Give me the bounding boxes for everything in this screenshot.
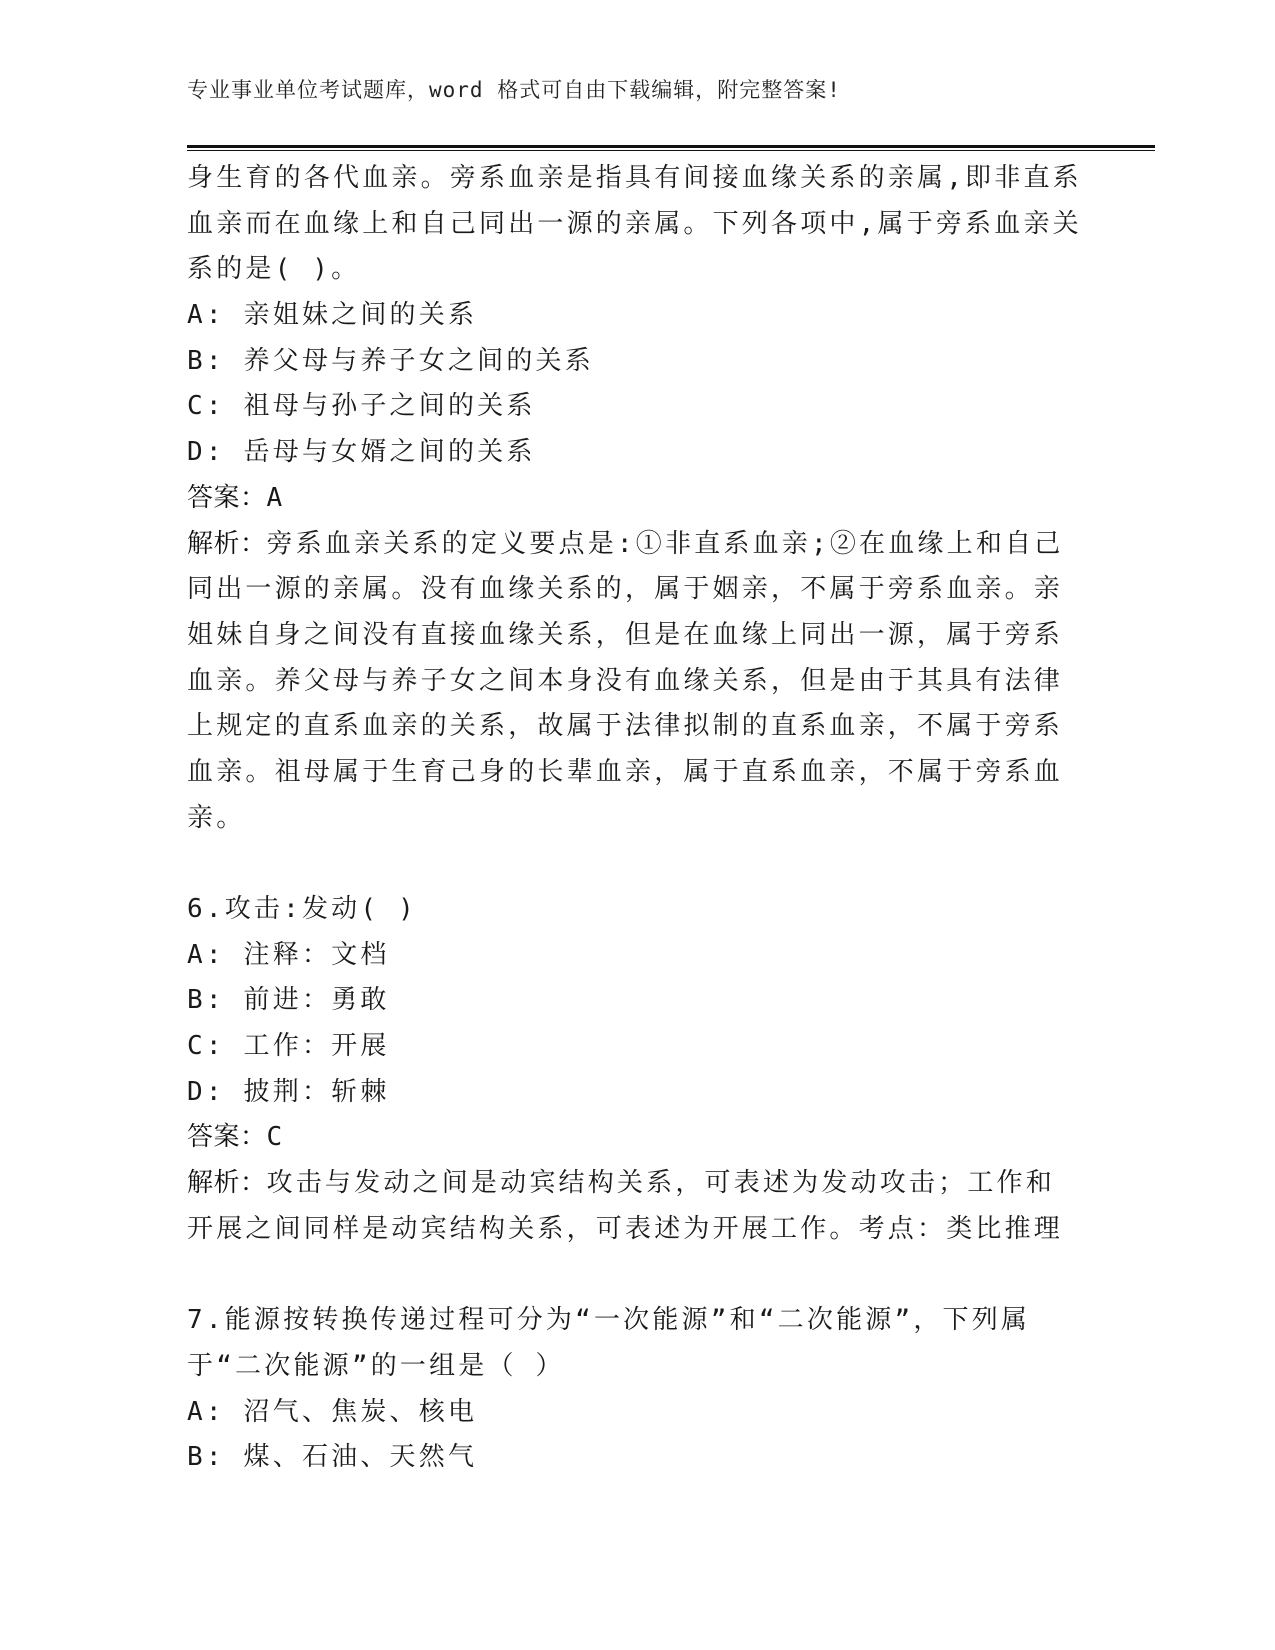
spacer bbox=[187, 841, 1087, 887]
q5-analysis-line: 亲。 bbox=[187, 802, 246, 833]
q6-question: 6.攻击:发动( ) bbox=[187, 894, 417, 924]
q7-option-a: A: 沼气、焦炭、核电 bbox=[187, 1396, 478, 1427]
answer-value: C bbox=[266, 1122, 286, 1153]
analysis-label: 解析： bbox=[187, 528, 267, 559]
q5-analysis-line: 姐妹自身之间没有直接血缘关系，但是在血缘上同出一源，属于旁系 bbox=[187, 619, 1064, 650]
q6-analysis-line: 开展之间同样是动宾结构关系，可表述为开展工作。考点：类比推理 bbox=[187, 1213, 1064, 1244]
q5-analysis-line bbox=[187, 522, 1087, 568]
header-rule-thin bbox=[187, 150, 1155, 151]
q5-text-line: 血亲而在血缘上和自己同出一源的亲属。下列各项中,属于旁系血亲关 bbox=[187, 208, 1082, 239]
answer-value: A bbox=[266, 482, 286, 513]
q7-option-b: B: 煤、石油、天然气 bbox=[187, 1442, 478, 1473]
q6-answer bbox=[187, 1115, 1087, 1161]
spacer bbox=[187, 1253, 1087, 1299]
q5-analysis-line: 血亲。养父母与养子女之间本身没有血缘关系，但是由于其具有法律 bbox=[187, 665, 1064, 696]
q6-option-a: A: 注释：文档 bbox=[187, 939, 390, 970]
page-header: 专业事业单位考试题库，word 格式可自由下载编辑，附完整答案! bbox=[187, 78, 841, 102]
q5-option-a: A: 亲姐妹之间的关系 bbox=[187, 300, 478, 331]
q6-option-b: B: 前进：勇敢 bbox=[187, 985, 390, 1016]
q5-option-c: C: 祖母与孙子之间的关系 bbox=[187, 391, 536, 422]
q5-text-line: 身生育的各代血亲。旁系血亲是指具有间接血缘关系的亲属,即非直系 bbox=[187, 163, 1082, 193]
analysis-label: 解析： bbox=[187, 1168, 267, 1199]
q5-analysis-line: 同出一源的亲属。没有血缘关系的，属于姻亲，不属于旁系血亲。亲 bbox=[187, 574, 1064, 605]
q5-option-b: B: 养父母与养子女之间的关系 bbox=[187, 345, 594, 376]
q6-option-d: D: 披荆：斩棘 bbox=[187, 1076, 390, 1107]
analysis-text: 攻击与发动之间是动宾结构关系，可表述为发动攻击；工作和 bbox=[266, 1168, 1055, 1199]
q6-option-c: C: 工作：开展 bbox=[187, 1031, 390, 1062]
q6-analysis-line bbox=[187, 1161, 1087, 1207]
q5-analysis-line: 血亲。祖母属于生育己身的长辈血亲，属于直系血亲，不属于旁系血 bbox=[187, 756, 1064, 787]
header-rule-thick bbox=[187, 145, 1155, 148]
q5-answer bbox=[187, 476, 1087, 522]
q5-option-d: D: 岳母与女婿之间的关系 bbox=[187, 437, 536, 468]
answer-label: 答案： bbox=[187, 482, 267, 513]
document-body bbox=[187, 156, 1087, 1481]
q5-analysis-line: 上规定的直系血亲的关系，故属于法律拟制的直系血亲，不属于旁系 bbox=[187, 711, 1064, 742]
q7-question-line: 7.能源按转换传递过程可分为“一次能源”和“二次能源”，下列属 bbox=[187, 1305, 1031, 1336]
q7-question-line: 于“二次能源”的一组是（ ） bbox=[187, 1350, 565, 1381]
analysis-text: 旁系血亲关系的定义要点是:①非直系血亲;②在血缘上和自己 bbox=[266, 528, 1064, 559]
answer-label: 答案： bbox=[187, 1122, 267, 1153]
q5-text-line: 系的是( )。 bbox=[187, 254, 361, 285]
